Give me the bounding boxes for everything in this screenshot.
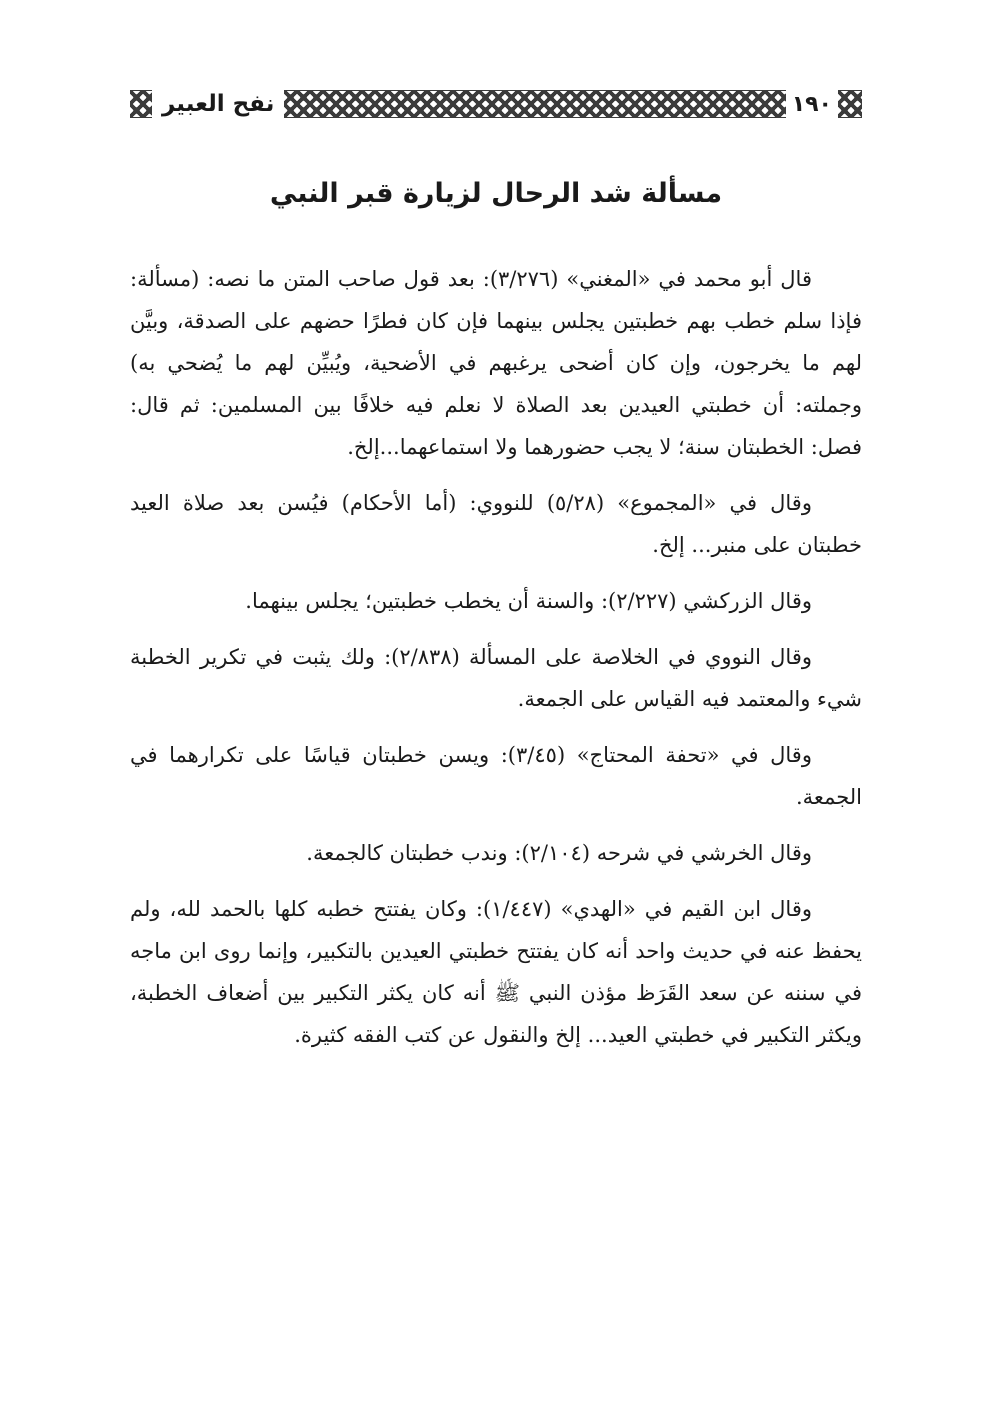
page-header <box>130 84 862 124</box>
ornament-band-middle <box>284 90 785 118</box>
page-number: ١٩٠ <box>791 91 832 117</box>
paragraph: وقال ابن القيم في «الهدي» (١/٤٤٧): وكان يفتتح خطبه كلها بالحمد لله، ولم يحفظ عنه في حديث واحد أنه كان يفتتح خطبتي العيدين بالتكبير، وإنما روى ابن ماجه في سننه عن سعد القَرَظ مؤذن النبي ﷺ أنه كان يكثر التكبير بين أضعاف الخطبة، ويكثر التكبير في خطبتي العيد... إلخ والنقول عن كتب الفقه كثيرة. <box>130 897 862 1047</box>
paragraph: وقال في «تحفة المحتاج» (٣/٤٥): ويسن خطبتان قياسًا على تكرارهما في الجمعة. <box>130 743 862 809</box>
paragraph: وقال الخرشي في شرحه (٢/١٠٤): وندب خطبتان كالجمعة. <box>306 841 812 865</box>
body-text <box>130 258 862 1070</box>
paragraph: وقال في «المجموع» (٥/٢٨) للنووي: (أما الأحكام) فيُسن بعد صلاة العيد خطبتان على منبر... إلخ. <box>130 491 862 557</box>
paragraph: وقال الزركشي (٢/٢٢٧): والسنة أن يخطب خطبتين؛ يجلس بينهما. <box>245 589 812 613</box>
ornament-band-left <box>130 90 152 118</box>
ornament-band-right <box>838 90 862 118</box>
paragraph: وقال النووي في الخلاصة على المسألة (٢/٨٣٨): ولك يثبت في تكرير الخطبة شيء والمعتمد فيه القياس على الجمعة. <box>130 645 862 711</box>
paragraph: قال أبو محمد في «المغني» (٣/٢٧٦): بعد قول صاحب المتن ما نصه: (مسألة: فإذا سلم خطب بهم خطبتين يجلس بينهما فإن كان فطرًا حضهم على الصدقة، وبيَّن لهم ما يخرجون، وإن كان أضحى يرغبهم في الأضحية، ويُبيِّن لهم ما يُضحي به) وجملته: أن خطبتي العيدين بعد الصلاة لا نعلم فيه خلافًا بين المسلمين: ثم قال: فصل: الخطبتان سنة؛ لا يجب حضورهما ولا استماعهما...إلخ. <box>130 267 862 459</box>
section-title: مسألة شد الرحال لزيارة قبر النبي <box>269 178 723 209</box>
book-title: نفح العبير <box>162 91 275 117</box>
